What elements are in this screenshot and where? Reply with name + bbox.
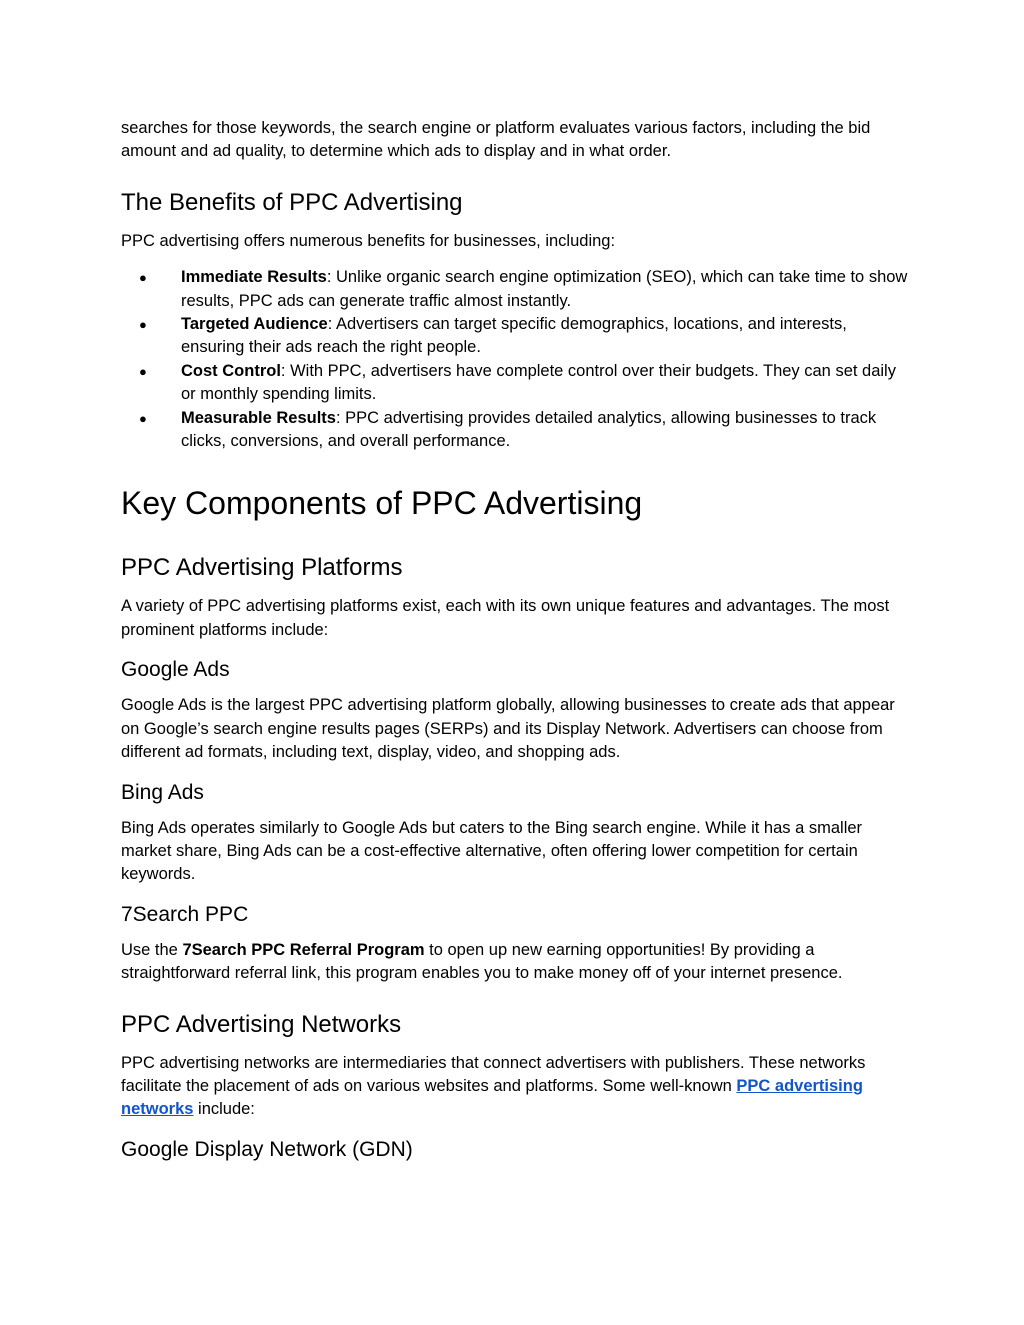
google-ads-paragraph: Google Ads is the largest PPC advertising platform globally, allowing businesses to create ads that appear on Google’s search engine results pages (SERPs) and its Display Network. Advertisers can choose from different ad formats, including text, display, video, and shopping ads. — [121, 696, 895, 762]
document-page — [121, 117, 911, 1163]
list-item-text: : Advertisers can target specific demographics, locations, and interests, ensuring their ads reach the right people. — [181, 315, 847, 357]
bullet-icon: ● — [139, 317, 147, 333]
benefits-list — [121, 266, 911, 453]
key-components-heading: Key Components of PPC Advertising — [121, 485, 643, 522]
benefits-heading: The Benefits of PPC Advertising — [121, 188, 463, 216]
7search-paragraph — [121, 939, 911, 986]
7search-heading: 7Search PPC — [121, 902, 249, 926]
list-item — [121, 313, 911, 360]
platforms-heading: PPC Advertising Platforms — [121, 554, 403, 582]
list-item-term: Targeted Audience — [181, 315, 328, 334]
list-item-text: : With PPC, advertisers have complete control over their budgets. They can set daily or monthly spending limits. — [181, 361, 896, 404]
list-item-text: : Unlike organic search engine optimization (SEO), which can take time to show results, PPC ads can generate traffic almost instantly. — [181, 268, 908, 310]
list-item-text: : PPC advertising provides detailed analytics, allowing businesses to track clicks, conversions, and overall performance. — [181, 408, 877, 451]
networks-text-after: include: — [193, 1100, 255, 1119]
list-item-term: Cost Control — [181, 361, 281, 380]
ppc-networks-link[interactable]: PPC advertising networks — [121, 1076, 863, 1119]
networks-heading: PPC Advertising Networks — [121, 1010, 402, 1038]
benefits-lead: PPC advertising offers numerous benefits for businesses, including: — [121, 231, 616, 250]
bullet-icon: ● — [139, 410, 147, 426]
list-item — [121, 407, 911, 454]
bing-ads-paragraph: Bing Ads operates similarly to Google Ads but caters to the Bing search engine. While it has a smaller market share, Bing Ads can be a cost-effective alternative, often offering lower competition for certain keywords. — [121, 818, 863, 884]
gdn-heading: Google Display Network (GDN) — [121, 1137, 413, 1161]
bullet-icon: ● — [139, 363, 147, 379]
google-ads-heading: Google Ads — [121, 658, 230, 682]
7search-text-after: to open up new earning opportunities! By providing a straightforward referral link, this program enables you to make money off of your internet presence. — [121, 940, 843, 983]
intro-paragraph: searches for those keywords, the search engine or platform evaluates various factors, including the bid amount and ad quality, to determine which ads to display and in what order. — [121, 119, 871, 161]
7search-program-name: 7Search PPC Referral Program — [182, 940, 425, 959]
bing-ads-heading: Bing Ads — [121, 780, 204, 804]
bullet-icon: ● — [139, 270, 147, 286]
list-item-term: Immediate Results — [181, 268, 327, 287]
networks-paragraph — [121, 1052, 911, 1122]
networks-text-before: PPC advertising networks are intermediaries that connect advertisers with publishers. These networks facilitate the placement of ads on various websites and platforms. Some well-known — [121, 1053, 866, 1095]
list-item — [121, 266, 911, 313]
list-item — [121, 360, 911, 407]
platforms-lead: A variety of PPC advertising platforms exist, each with its own unique features and advantages. The most prominent platforms include: — [121, 597, 890, 639]
list-item-term: Measurable Results — [181, 408, 336, 427]
7search-text-before: Use the — [121, 940, 183, 959]
